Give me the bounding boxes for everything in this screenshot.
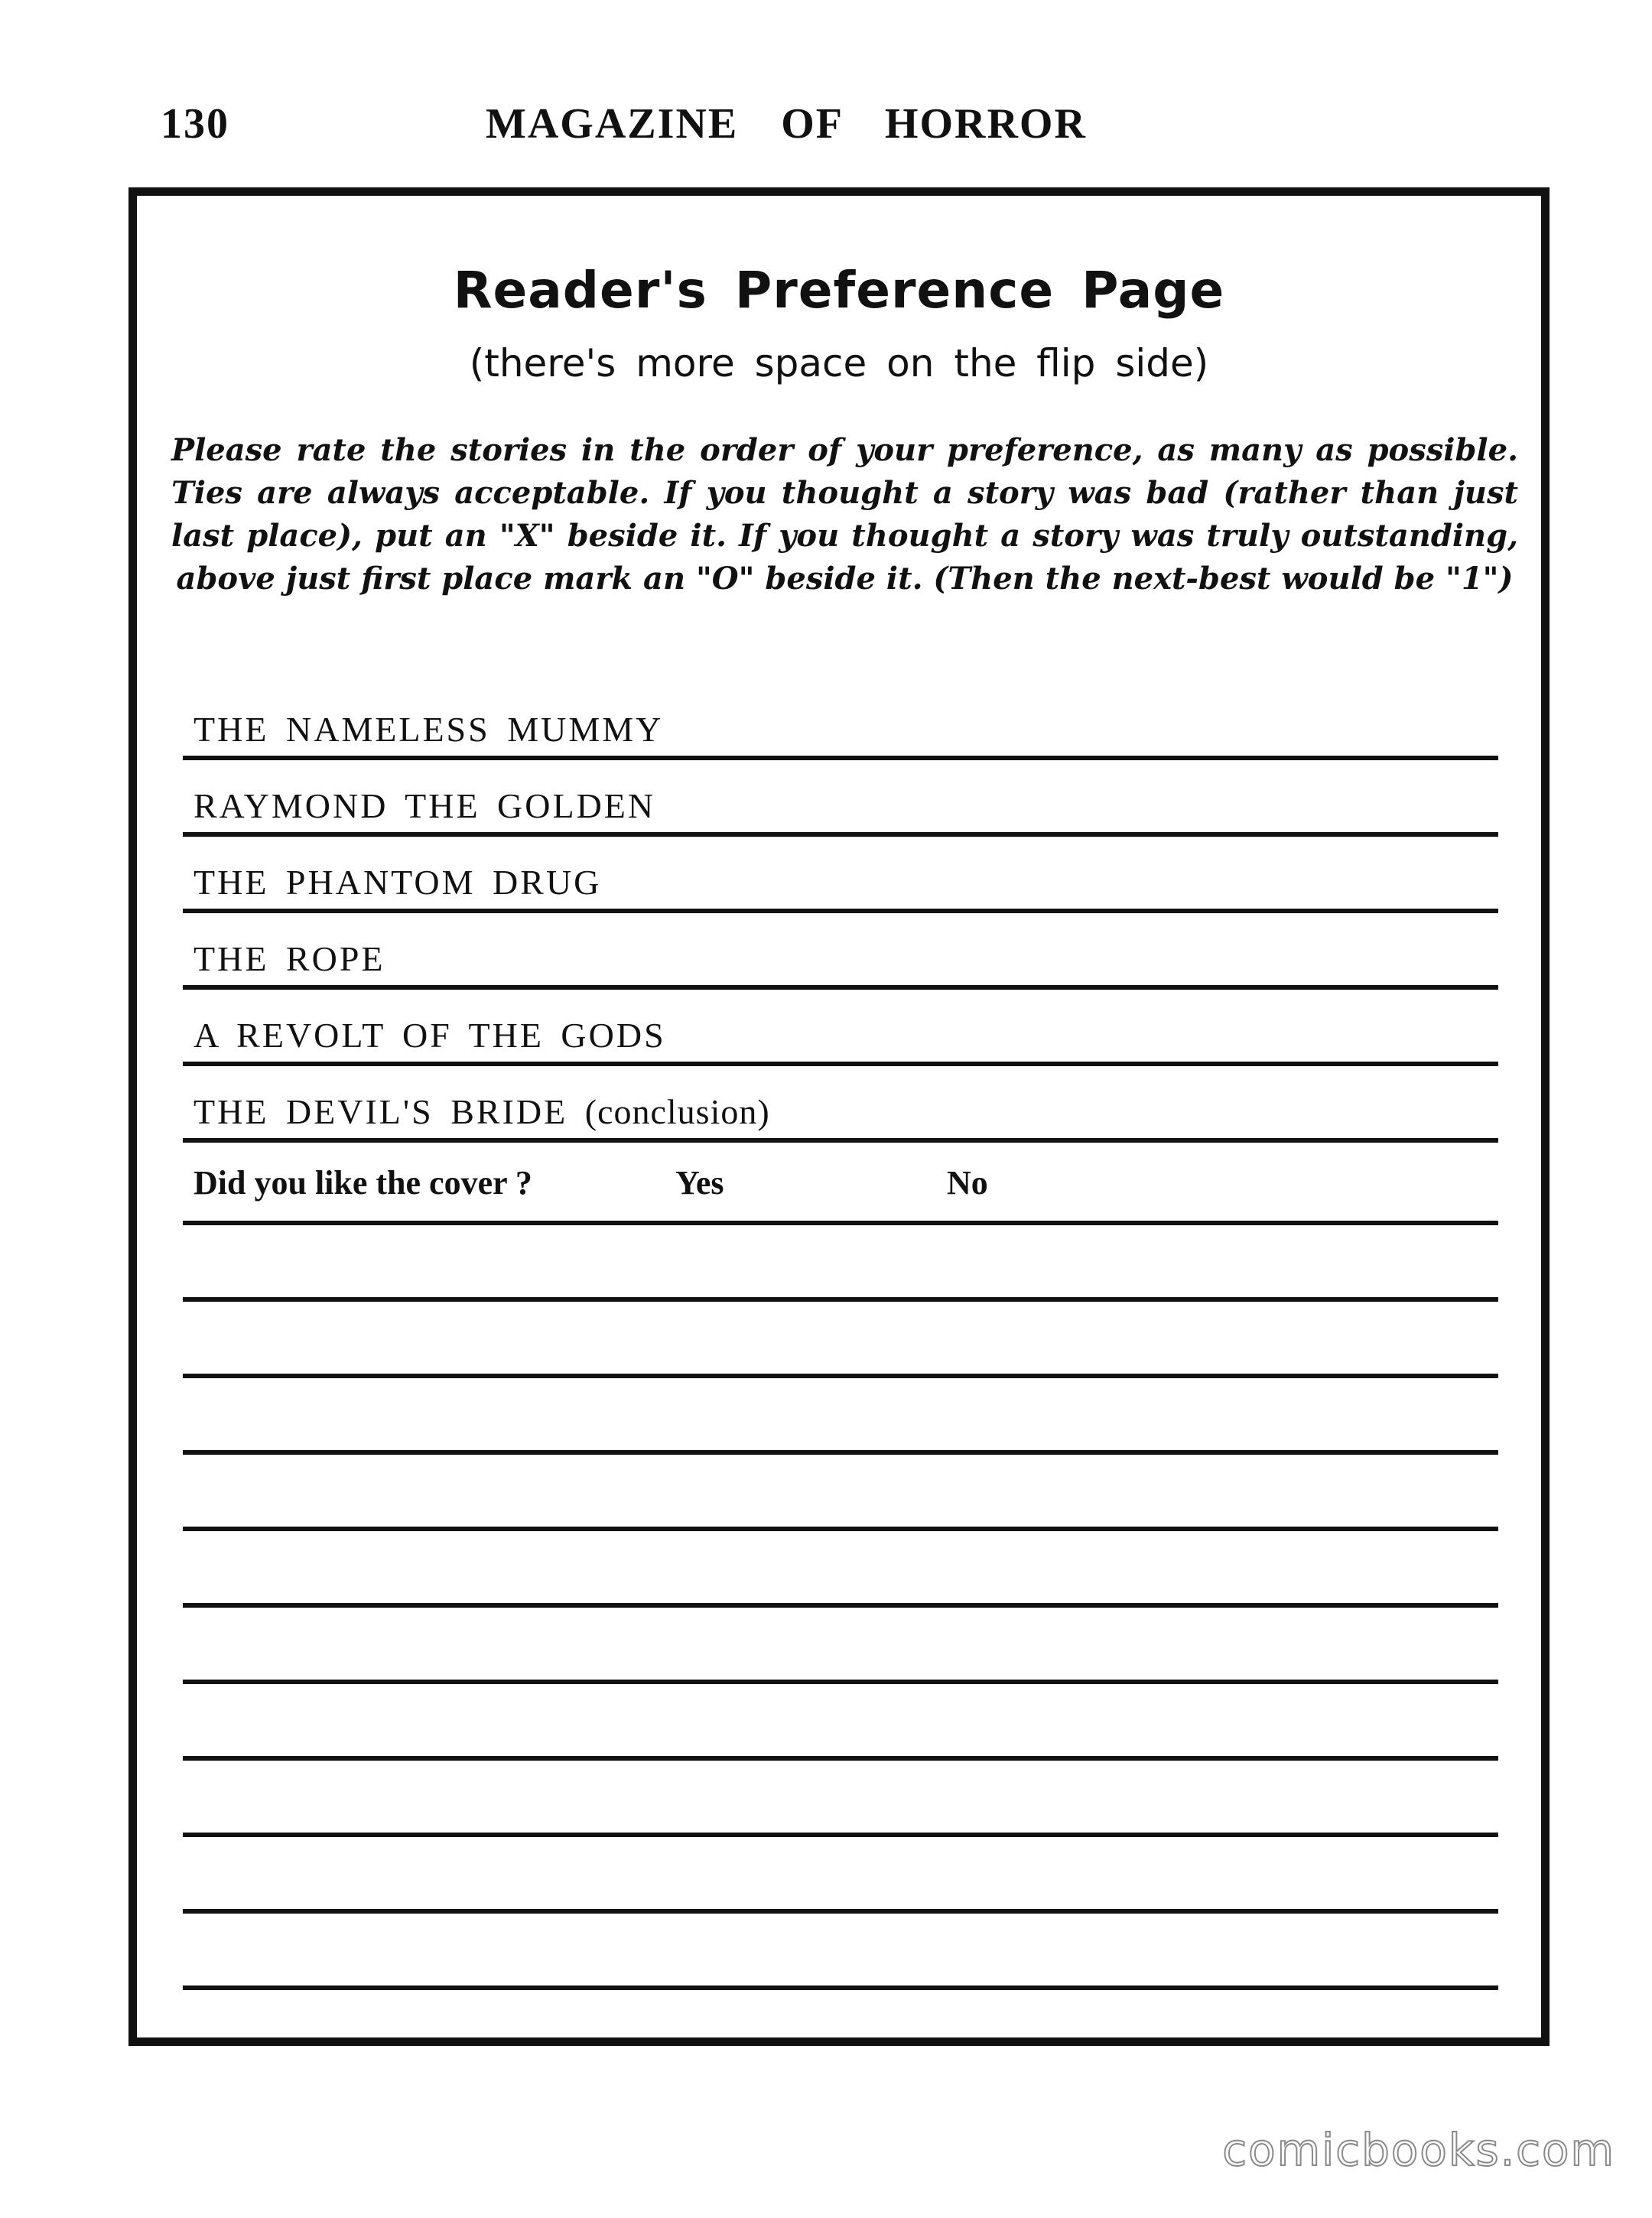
preference-form xyxy=(128,187,1550,2046)
running-head xyxy=(161,99,1170,153)
story-rating-line[interactable] xyxy=(183,846,1498,913)
comment-line[interactable] xyxy=(183,1297,1498,1302)
comment-line[interactable] xyxy=(183,1909,1498,1914)
comment-line[interactable] xyxy=(183,1374,1498,1378)
site-watermark: comicbooks.com xyxy=(1222,2124,1615,2176)
cover-question xyxy=(193,1163,1494,1209)
story-title: RAYMOND THE GOLDEN xyxy=(193,786,656,825)
story-title: THE DEVIL'S BRIDE (conclusion) xyxy=(193,1092,770,1131)
cover-yes-option[interactable]: Yes xyxy=(675,1164,724,1202)
comment-line[interactable] xyxy=(183,1756,1498,1761)
rating-instructions: Please rate the stories in the order of your preference, as many as possible. Ties are always acceptable. If you thought a story was bad (rather than just last place), put an "X" beside it. If you thought a story was truly outstanding, above just first place mark an "O" beside it. (Then the next-best would be "1") xyxy=(171,432,1518,597)
magazine-title: MAGAZINE OF HORROR xyxy=(486,100,1087,148)
story-title: THE ROPE xyxy=(193,939,385,978)
form-subtitle: (there's more space on the flip side) xyxy=(469,341,1209,385)
story-rating-line[interactable] xyxy=(183,769,1498,837)
story-title: THE PHANTOM DRUG xyxy=(193,863,602,902)
story-rating-line[interactable] xyxy=(183,999,1498,1066)
comment-line[interactable] xyxy=(183,1450,1498,1455)
cover-question-label: Did you like the cover ? xyxy=(193,1164,532,1202)
comment-line[interactable] xyxy=(183,1603,1498,1608)
story-title: A REVOLT OF THE GODS xyxy=(193,1016,666,1055)
cover-answer-line[interactable] xyxy=(183,1221,1498,1225)
comment-line[interactable] xyxy=(183,1985,1498,1990)
story-rating-line[interactable] xyxy=(183,693,1498,760)
story-rating-line[interactable] xyxy=(183,1075,1498,1143)
comment-line[interactable] xyxy=(183,1833,1498,1837)
story-rating-line[interactable] xyxy=(183,922,1498,990)
page-number: 130 xyxy=(161,100,229,148)
story-title: THE NAMELESS MUMMY xyxy=(193,710,664,749)
story-note: (conclusion) xyxy=(584,1092,770,1131)
cover-no-option[interactable]: No xyxy=(947,1164,988,1202)
form-title: Reader's Preference Page xyxy=(453,261,1225,320)
comment-line[interactable] xyxy=(183,1680,1498,1684)
comment-line[interactable] xyxy=(183,1527,1498,1531)
